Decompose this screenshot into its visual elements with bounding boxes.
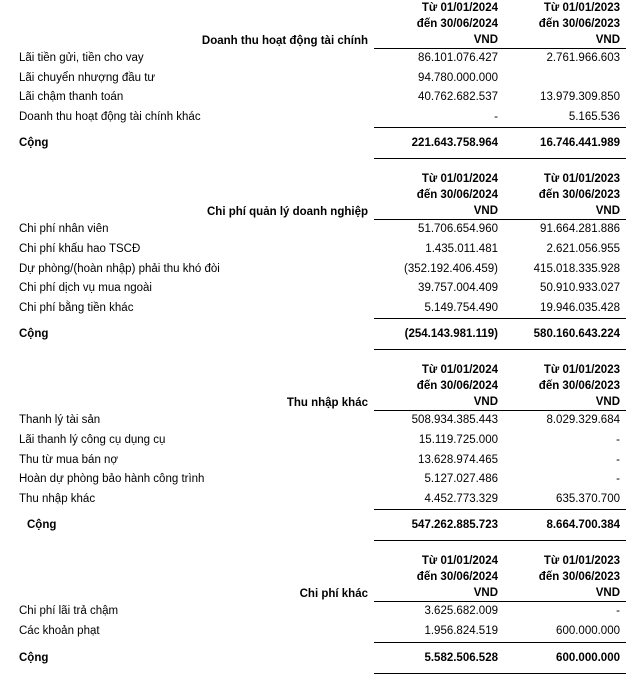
spacer-cell bbox=[14, 378, 374, 394]
period-previous-line1: Từ 01/01/2023 bbox=[543, 173, 620, 186]
spacer-cell bbox=[14, 0, 374, 16]
financial-block-financial-income bbox=[14, 0, 626, 171]
row-value-previous: - bbox=[616, 433, 620, 446]
table-row bbox=[14, 88, 626, 108]
period-current-line1: Từ 01/01/2024 bbox=[421, 555, 498, 568]
row-value-previous: 50.910.933.027 bbox=[540, 282, 620, 295]
row-value-previous: 415.018.335.928 bbox=[533, 262, 620, 275]
table-row bbox=[14, 490, 626, 510]
period-current-line1: Từ 01/01/2024 bbox=[421, 173, 498, 186]
period-current-line1: Từ 01/01/2024 bbox=[421, 2, 498, 14]
row-value-current: 15.119.725.000 bbox=[418, 433, 498, 446]
table-row bbox=[14, 602, 626, 622]
row-value-current: 1.435.011.481 bbox=[425, 242, 498, 255]
block-spacer bbox=[14, 673, 626, 686]
total-value-current: (254.143.981.119) bbox=[374, 319, 504, 350]
row-value-current: 86.101.076.427 bbox=[418, 52, 498, 64]
row-label: Chi phí dịch vụ mua ngoài bbox=[19, 282, 152, 295]
block-title: Thu nhập khác bbox=[286, 396, 368, 409]
period-current-line2: đến 30/06/2024 bbox=[416, 380, 498, 393]
row-label: Lãi chuyển nhượng đầu tư bbox=[19, 71, 156, 84]
financial-block-other-expenses bbox=[14, 553, 626, 685]
spacer-cell bbox=[14, 171, 374, 187]
period-previous-line2: đến 30/06/2023 bbox=[538, 189, 620, 202]
row-value-previous: 635.370.700 bbox=[556, 492, 620, 505]
total-row bbox=[14, 642, 626, 673]
unit-previous: VND bbox=[504, 203, 626, 220]
row-value-current: 4.452.773.329 bbox=[424, 492, 498, 505]
row-label: Chi phí bằng tiền khác bbox=[19, 302, 134, 315]
row-label: Hoàn dự phòng bảo hành công trình bbox=[19, 473, 205, 486]
period-previous-line2: đến 30/06/2023 bbox=[538, 571, 620, 584]
unit-previous: VND bbox=[504, 32, 626, 49]
period-previous-line1: Từ 01/01/2023 bbox=[543, 2, 620, 14]
unit-current: VND bbox=[374, 394, 504, 411]
row-value-current: 51.706.654.960 bbox=[418, 223, 498, 236]
row-label: Thu từ mua bán nợ bbox=[19, 453, 118, 466]
table-row bbox=[14, 622, 626, 642]
row-label: Thu nhập khác bbox=[19, 493, 96, 506]
table-row bbox=[14, 411, 626, 431]
total-row bbox=[14, 319, 626, 350]
row-value-current: 40.762.682.537 bbox=[418, 91, 498, 104]
row-value-previous: 8.029.329.684 bbox=[546, 414, 620, 427]
total-label: Cộng bbox=[27, 519, 57, 532]
block-title: Chi phí khác bbox=[299, 587, 368, 600]
row-value-previous: 2.761.966.603 bbox=[546, 52, 620, 64]
block-spacer bbox=[14, 541, 626, 554]
period-current-line1: Từ 01/01/2024 bbox=[421, 364, 498, 377]
table-row bbox=[14, 299, 626, 319]
row-value-current: 508.934.385.443 bbox=[411, 414, 498, 427]
financial-block-admin-expenses bbox=[14, 171, 626, 362]
table-row bbox=[14, 49, 626, 69]
period-current-line2: đến 30/06/2024 bbox=[416, 571, 498, 584]
period-previous-line2: đến 30/06/2023 bbox=[538, 18, 620, 30]
row-value-previous bbox=[504, 69, 626, 89]
spacer-cell bbox=[14, 16, 374, 32]
period-current-line2: đến 30/06/2024 bbox=[416, 189, 498, 202]
unit-previous: VND bbox=[504, 585, 626, 602]
table-row bbox=[14, 470, 626, 490]
table-row bbox=[14, 279, 626, 299]
table-row bbox=[14, 451, 626, 471]
row-value-current: 1.956.824.519 bbox=[424, 624, 498, 637]
table-row bbox=[14, 431, 626, 451]
total-value-previous: 580.160.643.224 bbox=[504, 319, 626, 350]
row-value-previous: 91.664.281.886 bbox=[540, 223, 620, 236]
total-value-previous: 600.000.000 bbox=[504, 642, 626, 673]
unit-current: VND bbox=[374, 585, 504, 602]
total-label: Cộng bbox=[19, 137, 49, 150]
period-previous-line2: đến 30/06/2023 bbox=[538, 380, 620, 393]
row-label: Lãi tiền gửi, tiền cho vay bbox=[19, 52, 144, 64]
unit-previous: VND bbox=[504, 394, 626, 411]
row-label: Doanh thu hoạt động tài chính khác bbox=[19, 111, 201, 124]
row-label: Lãi chậm thanh toán bbox=[19, 91, 124, 104]
total-value-previous: 16.746.441.989 bbox=[504, 128, 626, 159]
row-value-previous: - bbox=[616, 453, 620, 466]
total-label: Cộng bbox=[19, 651, 49, 664]
row-value-previous: 13.979.309.850 bbox=[540, 91, 620, 104]
total-label: Cộng bbox=[19, 328, 49, 341]
period-current-line2: đến 30/06/2024 bbox=[416, 18, 498, 30]
row-value-current: 5.127.027.486 bbox=[424, 473, 498, 486]
table-row bbox=[14, 69, 626, 89]
spacer-cell bbox=[14, 553, 374, 569]
row-value-current: 94.780.000.000 bbox=[418, 71, 498, 84]
financial-block-other-income bbox=[14, 362, 626, 553]
period-previous-line1: Từ 01/01/2023 bbox=[543, 555, 620, 568]
row-value-previous: 2.621.056.955 bbox=[546, 242, 620, 255]
unit-current: VND bbox=[374, 32, 504, 49]
block-title: Doanh thu hoạt động tài chính bbox=[201, 34, 368, 47]
row-value-current: 39.757.004.409 bbox=[418, 282, 498, 295]
row-label: Lãi thanh lý công cụ dụng cụ bbox=[19, 433, 166, 446]
row-value-current: - bbox=[494, 110, 498, 123]
spacer-cell bbox=[14, 362, 374, 378]
spacer-cell bbox=[14, 569, 374, 585]
table-row bbox=[14, 240, 626, 260]
total-value-previous: 8.664.700.384 bbox=[504, 510, 626, 541]
row-value-current: 3.625.682.009 bbox=[424, 605, 498, 618]
block-spacer bbox=[14, 350, 626, 363]
row-label: Chi phí nhân viên bbox=[19, 223, 109, 236]
block-spacer bbox=[14, 159, 626, 172]
total-value-current: 221.643.758.964 bbox=[374, 128, 504, 159]
unit-current: VND bbox=[374, 203, 504, 220]
row-value-previous: 600.000.000 bbox=[556, 624, 620, 637]
period-previous-line1: Từ 01/01/2023 bbox=[543, 364, 620, 377]
table-row bbox=[14, 220, 626, 240]
row-value-current: (352.192.406.459) bbox=[404, 262, 498, 275]
row-value-current: 13.628.974.465 bbox=[418, 453, 498, 466]
table-row bbox=[14, 108, 626, 128]
total-value-current: 5.582.506.528 bbox=[374, 642, 504, 673]
row-value-previous: - bbox=[616, 473, 620, 486]
total-row bbox=[14, 128, 626, 159]
row-value-previous: 5.165.536 bbox=[568, 110, 620, 123]
total-row bbox=[14, 510, 626, 541]
row-label: Chi phí khấu hao TSCĐ bbox=[19, 242, 141, 255]
total-value-current: 547.262.885.723 bbox=[374, 510, 504, 541]
row-label: Dự phòng/(hoàn nhập) phải thu khó đòi bbox=[19, 262, 220, 275]
row-label: Các khoản phạt bbox=[19, 625, 100, 638]
spacer-cell bbox=[14, 187, 374, 203]
row-value-current: 5.149.754.490 bbox=[424, 301, 498, 314]
row-value-previous: 19.946.035.428 bbox=[540, 301, 620, 314]
row-label: Thanh lý tài sản bbox=[19, 414, 101, 427]
table-row bbox=[14, 260, 626, 280]
block-title: Chi phí quản lý doanh nghiệp bbox=[207, 205, 368, 218]
row-value-previous: - bbox=[616, 605, 620, 618]
financial-blocks-container bbox=[14, 0, 626, 686]
row-label: Chi phí lãi trả chậm bbox=[19, 605, 119, 618]
